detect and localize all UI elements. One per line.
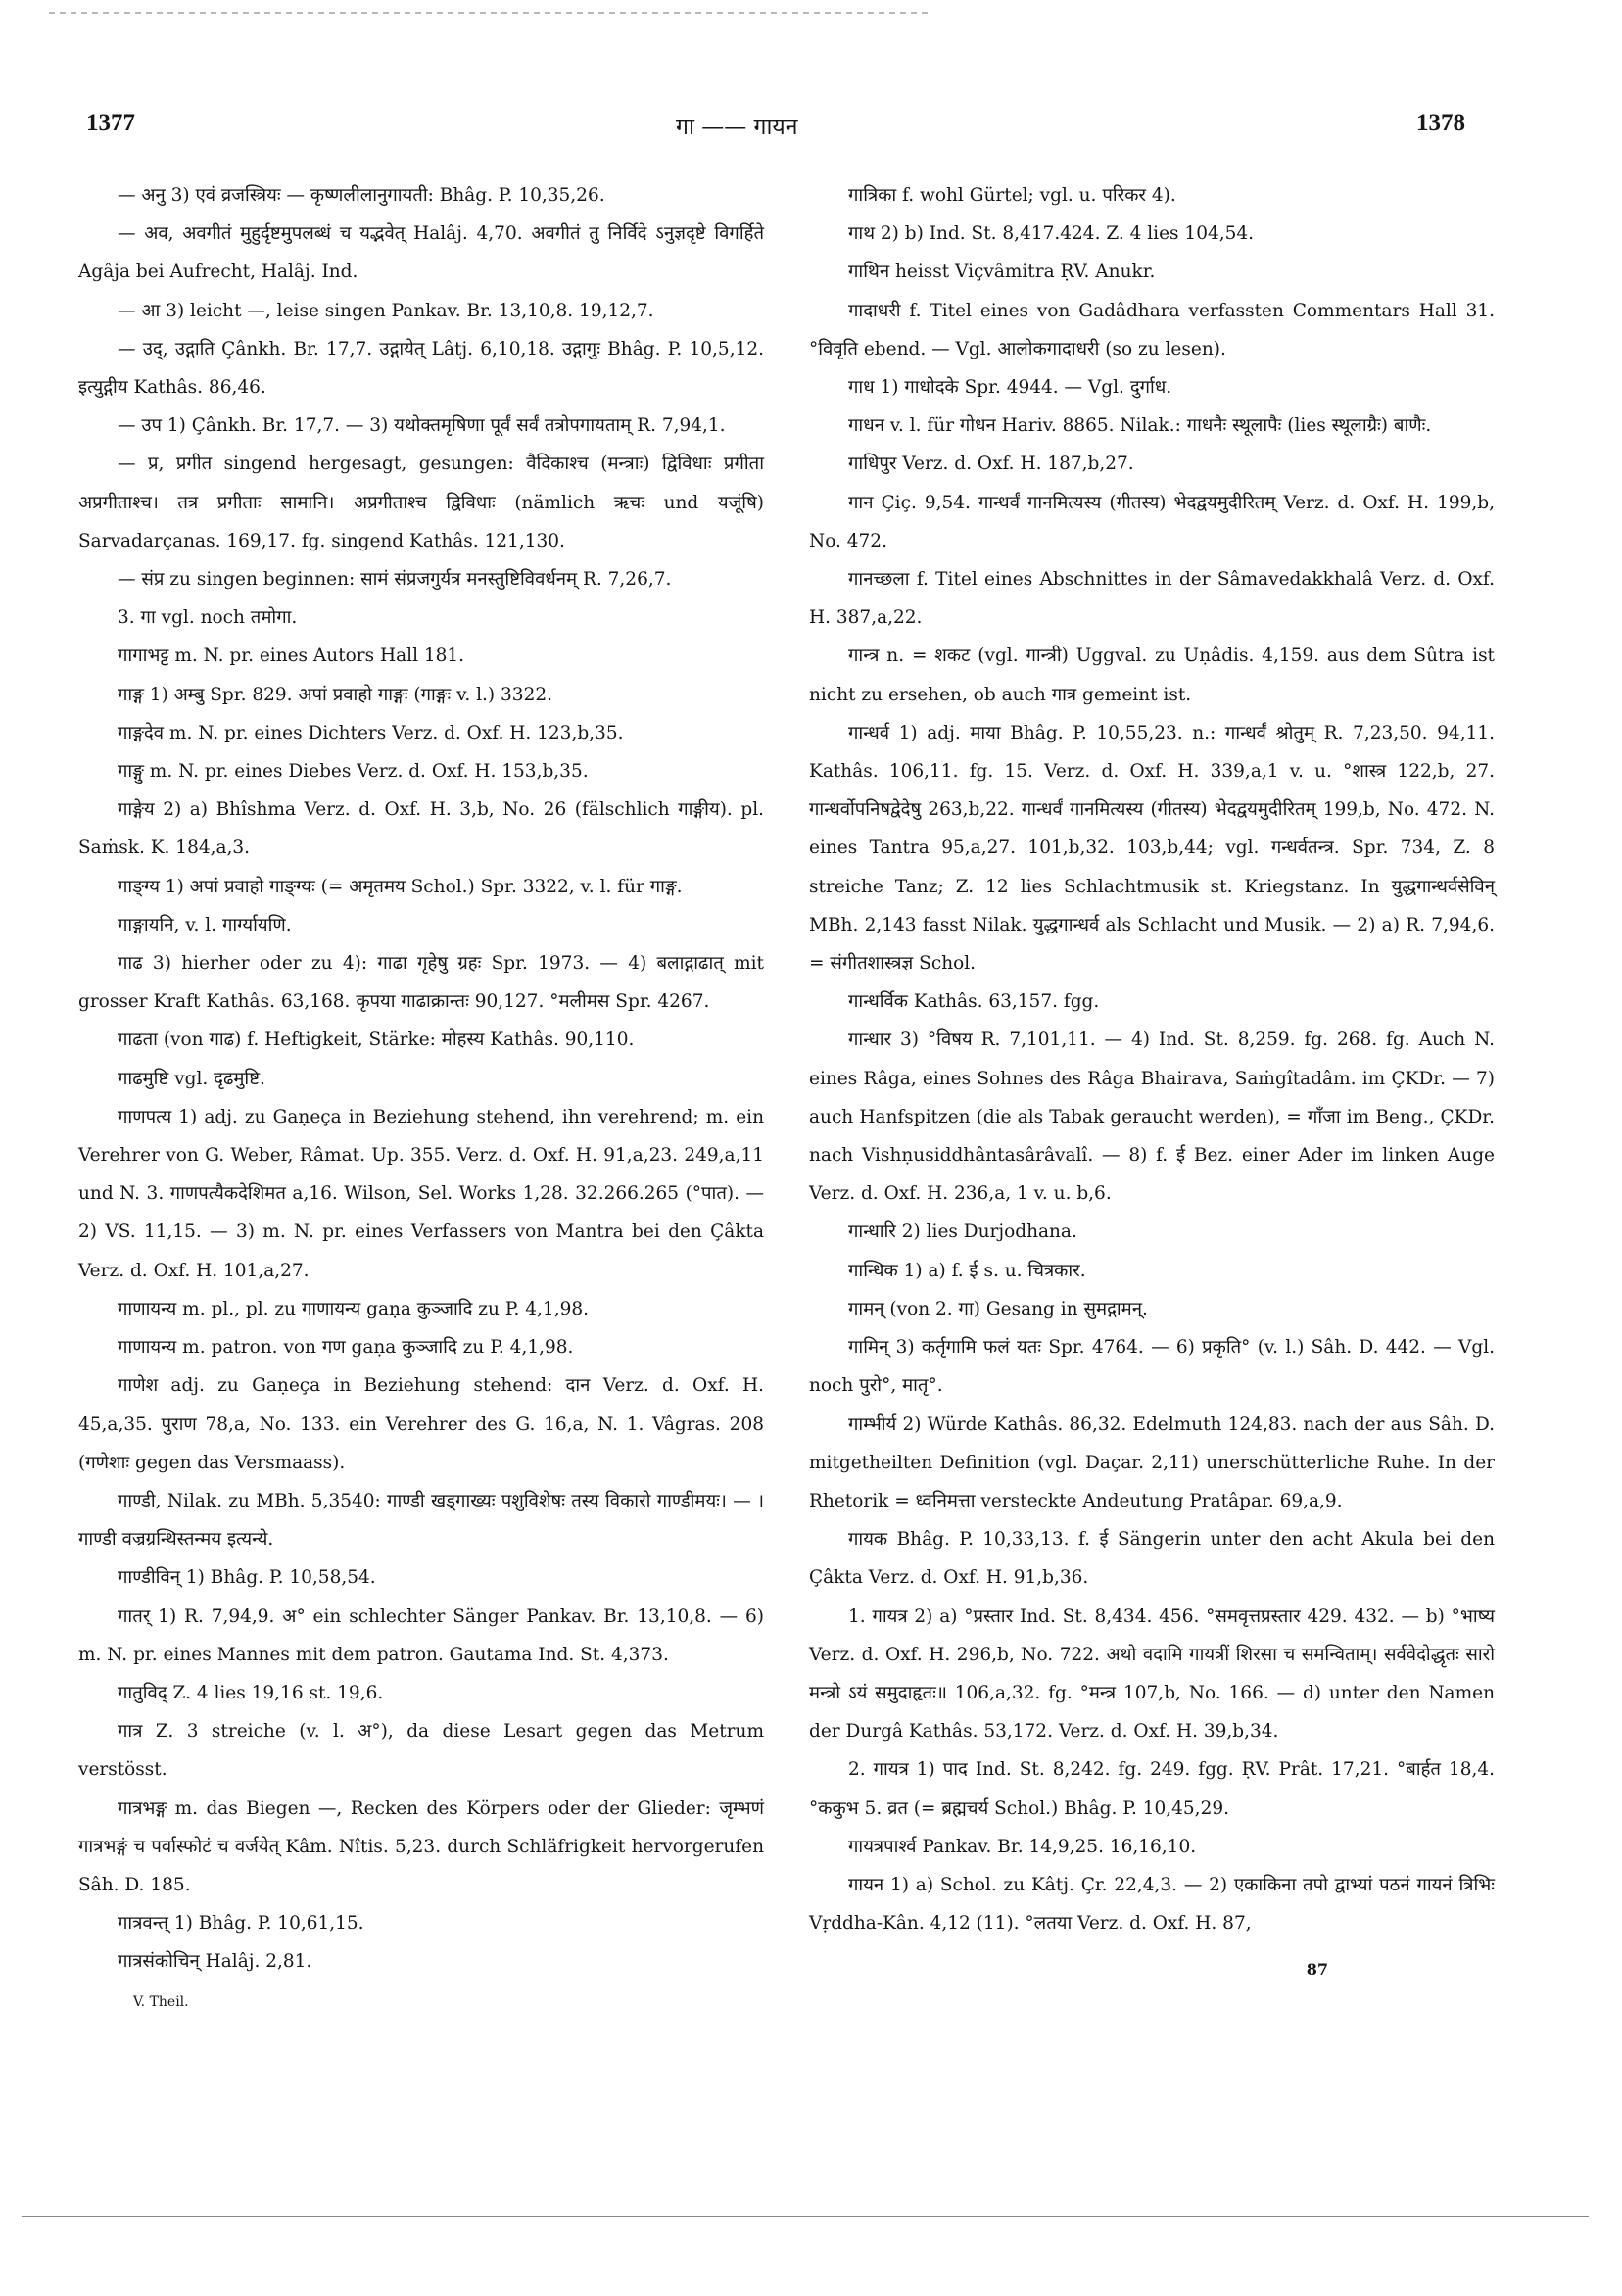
entry: गाङ्ग्य 1) अपां प्रवाहो गाङ्ग्यः (= अमृतमय Schol.) Spr. 3322, v. l. für गाङ्ग.: [118, 876, 683, 897]
sheet-number: 87: [1306, 1960, 1328, 1980]
entry: गात्रसंकोचिन् Halâj. 2,81.: [118, 1951, 312, 1973]
entry: — आ 3) leicht —, leise singen Pankav. Br. 13,10,8. 19,12,7.: [118, 300, 654, 321]
entry: — अव, अवगीतं मुहुर्दृष्टमुपलब्धं च यद्भवेत् Halâj. 4,70. अवगीतं तु निर्विदे ऽनुज्ञदृष्टे विगर्हिते Agâja bei Aufrecht, Halâj. Ind.: [78, 223, 764, 283]
entry: — संप्र zu singen beginnen: सामं संप्रजगुर्यत्र मनस्तुष्टिविवर्धनम् R. 7,26,7.: [118, 569, 672, 591]
entry: गायन 1) a) Schol. zu Kâtj. Çr. 22,4,3. — 2) एकाकिना तपो द्वाभ्यां पठनं गायनं त्रिभिः Vṛddha-Kân. 4,12 (11). °लतया Verz. d. Oxf. H. 87,: [809, 1874, 1495, 1935]
entry: गात्रवन्त् 1) Bhâg. P. 10,61,15.: [118, 1913, 364, 1935]
entry: गाङ्गेय 2) a) Bhîshma Verz. d. Oxf. H. 3,b, No. 26 (fälschlich गाङ्गीय). pl. Saṁsk. K. 184,a,3.: [78, 799, 764, 859]
top-scan-line: [49, 12, 930, 14]
entry: गाणेश adj. zu Gaṇeça in Beziehung stehend: दान Verz. d. Oxf. H. 45,a,35. पुराण 78,a, No. 133. ein Verehrer des G. 16,a, N. 1. Vâgras. 208 (गणेशाः gegen das Versmaass).: [78, 1375, 764, 1473]
entry: गान्धारि 2) lies Durjodhana.: [848, 1221, 1077, 1243]
entry: गायक Bhâg. P. 10,33,13. f. ई Sängerin unter den acht Akula bei den Çâkta Verz. d. Oxf. H. 91,b,36.: [809, 1529, 1495, 1589]
entry: गादाधरी f. Titel eines von Gadâdhara verfassten Commentars Hall 31. °विवृति ebend. — Vgl. आलोकगादाधरी (so zu lesen).: [809, 300, 1495, 359]
entry: गात्रभङ्ग m. das Biegen —, Recken des Körpers oder der Glieder: जृम्भणं गात्रभङ्गं च पर्वास्फोटं च वर्जयेत् Kâm. Nîtis. 5,23. durch Schläfrigkeit hervorgerufen Sâh. D. 185.: [78, 1797, 764, 1895]
running-head: गा —— गायन: [676, 115, 798, 140]
entry: गानच्छला f. Titel eines Abschnittes in der Sâmavedakkhalâ Verz. d. Oxf. H. 387,a,22.: [809, 569, 1495, 629]
page-number-right: 1378: [1416, 110, 1465, 136]
entry: गात्र Z. 3 streiche (v. l. अ°), da diese Lesart gegen das Metrum verstösst.: [78, 1721, 764, 1781]
entry: गान Çiç. 9,54. गान्धर्वं गानमित्यस्य (गीतस्य) भेदद्वयमुदीरितम् Verz. d. Oxf. H. 199,b, No. 472.: [809, 492, 1495, 551]
entry: गातुविद् Z. 4 lies 19,16 st. 19,6.: [118, 1682, 384, 1703]
entry: — उद्, उद्गाति Çânkh. Br. 17,7. उद्गायेत् Lâtj. 6,10,18. उद्गागुः Bhâg. P. 10,5,12. इत्युद्गीय Kathâs. 86,46.: [78, 338, 764, 399]
right-column: [809, 176, 1495, 1989]
entry: गाथ 2) b) Ind. St. 8,417.424. Z. 4 lies 104,54.: [848, 223, 1255, 245]
entry: गान्धिक 1) a) f. ई s. u. चित्रकार.: [848, 1260, 1086, 1281]
entry: गाम्भीर्य 2) Würde Kathâs. 86,32. Edelmuth 124,83. nach der aus Sâh. D. mitgetheilten Definition (vgl. Daçar. 2,11) unerschütterliche Ruhe. In der Rhetorik = ध्वनिमत्ता versteckte Andeutung Pratâpar. 69,a,9.: [809, 1413, 1495, 1511]
entry: गात्रिका f. wohl Gürtel; vgl. u. परिकर 4).: [848, 185, 1176, 206]
entry: गान्धार 3) °विषय R. 7,101,11. — 4) Ind. St. 8,259. fg. 268. fg. Auch N. eines Râga, eines Sohnes des Râga Bhairava, Saṁgîtadâm. im ÇKDr. — 7) auch Hanfspitzen (die als Tabak geraucht werden), = गाँजा im Beng., ÇKDr. nach Vishṇusiddhântasârâvalî. — 8) f. ई Bez. einer Ader im linken Auge Verz. d. Oxf. H. 236,a, 1 v. u. b,6.: [809, 1029, 1495, 1205]
entry: गान्धर्व 1) adj. माया Bhâg. P. 10,55,23. n.: गान्धर्वं श्रोतुम् R. 7,23,50. 94,11. Kathâs. 106,11. fg. 15. Verz. d. Oxf. H. 339,a,1 v. u. °शास्त्र 122,b, 27. गान्धर्वोपनिषद्वेदेषु 263,b,22. गान्धर्वं गानमित्यस्य (गीतस्य) भेदद्वयमुदीरितम् 199,b, No. 472. N. eines Tantra 95,a,27. 101,b,32. 103,b,44; vgl. गन्धर्वतन्त्र. Spr. 734, Z. 8 streiche Tanz; Z. 12 lies Schlachtmusik st. Kriegstanz. In युद्धगान्धर्वसेविन् MBh. 2,143 fasst Nilak. युद्धगान्धर्व als Schlacht und Musik. — 2) a) R. 7,94,6. = संगीतशास्त्रज्ञ Schol.: [809, 722, 1495, 975]
entry: गाणायन्य m. pl., pl. zu गाणायन्य gaṇa कुञ्जादि zu P. 4,1,98.: [118, 1298, 590, 1319]
entry: गाढमुष्टि vgl. दृढमुष्टि.: [118, 1068, 265, 1089]
entry: — उप 1) Çânkh. Br. 17,7. — 3) यथोक्तमृषिणा पूर्वं सर्वं तत्रोपगायताम् R. 7,94,1.: [118, 415, 726, 437]
entry: — अनु 3) एवं व्रजस्त्रियः — कृष्णलीलानुगायती: Bhâg. P. 10,35,26.: [118, 185, 605, 206]
entry: गाङ्गदेव m. N. pr. eines Dichters Verz. d. Oxf. H. 123,b,35.: [118, 722, 624, 743]
entry: गान्त्र n. = शकट (vgl. गान्त्री) Uggval. zu Uṇâdis. 4,159. aus dem Sûtra ist nicht zu ersehen, ob auch गात्र gemeint ist.: [809, 646, 1495, 705]
entry: 1. गायत्र 2) a) °प्रस्तार Ind. St. 8,434. 456. °समवृत्तप्रस्तार 429. 432. — b) °भाष्य Verz. d. Oxf. H. 296,b, No. 722. अथो वदामि गायत्रीं शिरसा च समन्विताम्। सर्ववेदोद्धृतः सारो मन्त्रो ऽयं समुदाहृतः॥ 106,a,32. fg. °मन्त्र 107,b, No. 166. — d) unter den Namen der Durgâ Kathâs. 53,172. Verz. d. Oxf. H. 39,b,34.: [809, 1605, 1495, 1743]
bottom-rule: [22, 2216, 1589, 2217]
page-header: [0, 110, 1622, 149]
entry: — प्र, प्रगीत singend hergesagt, gesungen: वैदिकाश्च (मन्त्राः) द्विविधाः प्रगीता अप्रगीताश्च। तत्र प्रगीताः सामानि। अप्रगीताश्च द्विविधाः (nämlich ऋचः und यजूंषि) Sarvadarçanas. 169,17. fg. singend Kathâs. 121,130.: [78, 454, 764, 551]
entry: गाङ्गु m. N. pr. eines Diebes Verz. d. Oxf. H. 153,b,35.: [118, 761, 589, 783]
entry: गान्धर्विक Kathâs. 63,157. fgg.: [848, 991, 1100, 1013]
entry: गामिन् 3) कर्तृगामि फलं यतः Spr. 4764. — 6) प्रकृति° (v. l.) Sâh. D. 442. — Vgl. noch पुरो°, मातृ°.: [809, 1337, 1495, 1397]
entry: गागाभट्ट m. N. pr. eines Autors Hall 181.: [118, 646, 465, 667]
entry: गाङ्ग 1) अम्बु Spr. 829. अपां प्रवाहो गाङ्गः (गाङ्गः v. l.) 3322.: [118, 684, 552, 705]
left-column: [78, 176, 764, 2022]
entry: 3. गा vgl. noch तमोगा.: [118, 607, 298, 629]
page-number-left: 1377: [86, 110, 135, 136]
entry: गाध 1) गाधोदके Spr. 4944. — Vgl. दुर्गाध.: [848, 377, 1172, 399]
entry: गातर् 1) R. 7,94,9. अ° ein schlechter Sänger Pankav. Br. 13,10,8. — 6) m. N. pr. eines Mannes mit dem patron. Gautama Ind. St. 4,373.: [78, 1605, 764, 1665]
entry: गाधन v. l. für गोधन Hariv. 8865. Nilak.: गाधनैः स्थूलापैः (lies स्थूलाग्रैः) बाणैः.: [848, 415, 1432, 437]
entry: गामन् (von 2. गा) Gesang in सुमद्गामन्.: [848, 1298, 1148, 1319]
entry: गाधिपुर Verz. d. Oxf. H. 187,b,27.: [848, 454, 1134, 475]
entry: 2. गायत्र 1) पाद Ind. St. 8,242. fg. 249. fgg. ṚV. Prât. 17,21. °बार्हत 18,4. °ककुभ 5. व्रत (= ब्रह्मचर्य Schol.) Bhâg. P. 10,45,29.: [809, 1759, 1495, 1819]
entry: गाण्डी, Nilak. zu MBh. 5,3540: गाण्डी खड्गाख्यः पशुविशेषः तस्य विकारो गाण्डीमयः। — । गाण्डी वज्रग्रन्थिस्तन्मय इत्यन्ये.: [78, 1490, 764, 1551]
entry: गाढता (von गाढ) f. Heftigkeit, Stärke: मोहस्य Kathâs. 90,110.: [118, 1029, 635, 1051]
entry: गाणायन्य m. patron. von गण gaṇa कुञ्जादि zu P. 4,1,98.: [118, 1337, 574, 1359]
entry: गाङ्गायनि, v. l. गार्ग्यायणि.: [118, 914, 292, 935]
entry: गाढ 3) hierher oder zu 4): गाढा गृहेषु ग्रहः Spr. 1973. — 4) बलाद्गाढात् mit grosser Kraft Kathâs. 63,168. कृपया गाढाक्रान्तः 90,127. °मलीमस Spr. 4267.: [78, 953, 764, 1013]
entry: गाथिन heisst Viçvâmitra ṚV. Anukr.: [848, 262, 1156, 283]
signature-mark: V. Theil.: [133, 1993, 189, 2010]
entry: गायत्रपार्श्व Pankav. Br. 14,9,25. 16,16,10.: [848, 1836, 1197, 1857]
entry: गाणपत्य 1) adj. zu Gaṇeça in Beziehung stehend, ihn verehrend; m. ein Verehrer von G. Weber, Râmat. Up. 355. Verz. d. Oxf. H. 91,a,23. 249,a,11 und N. 3. गाणपत्यैकदेशिमत a,16. Wilson, Sel. Works 1,28. 32.266.265 (°पात). — 2) VS. 11,15. — 3) m. N. pr. eines Verfassers von Mantra bei den Çâkta Verz. d. Oxf. H. 101,a,27.: [78, 1106, 764, 1281]
entry: गाण्डीविन् 1) Bhâg. P. 10,58,54.: [118, 1567, 376, 1589]
